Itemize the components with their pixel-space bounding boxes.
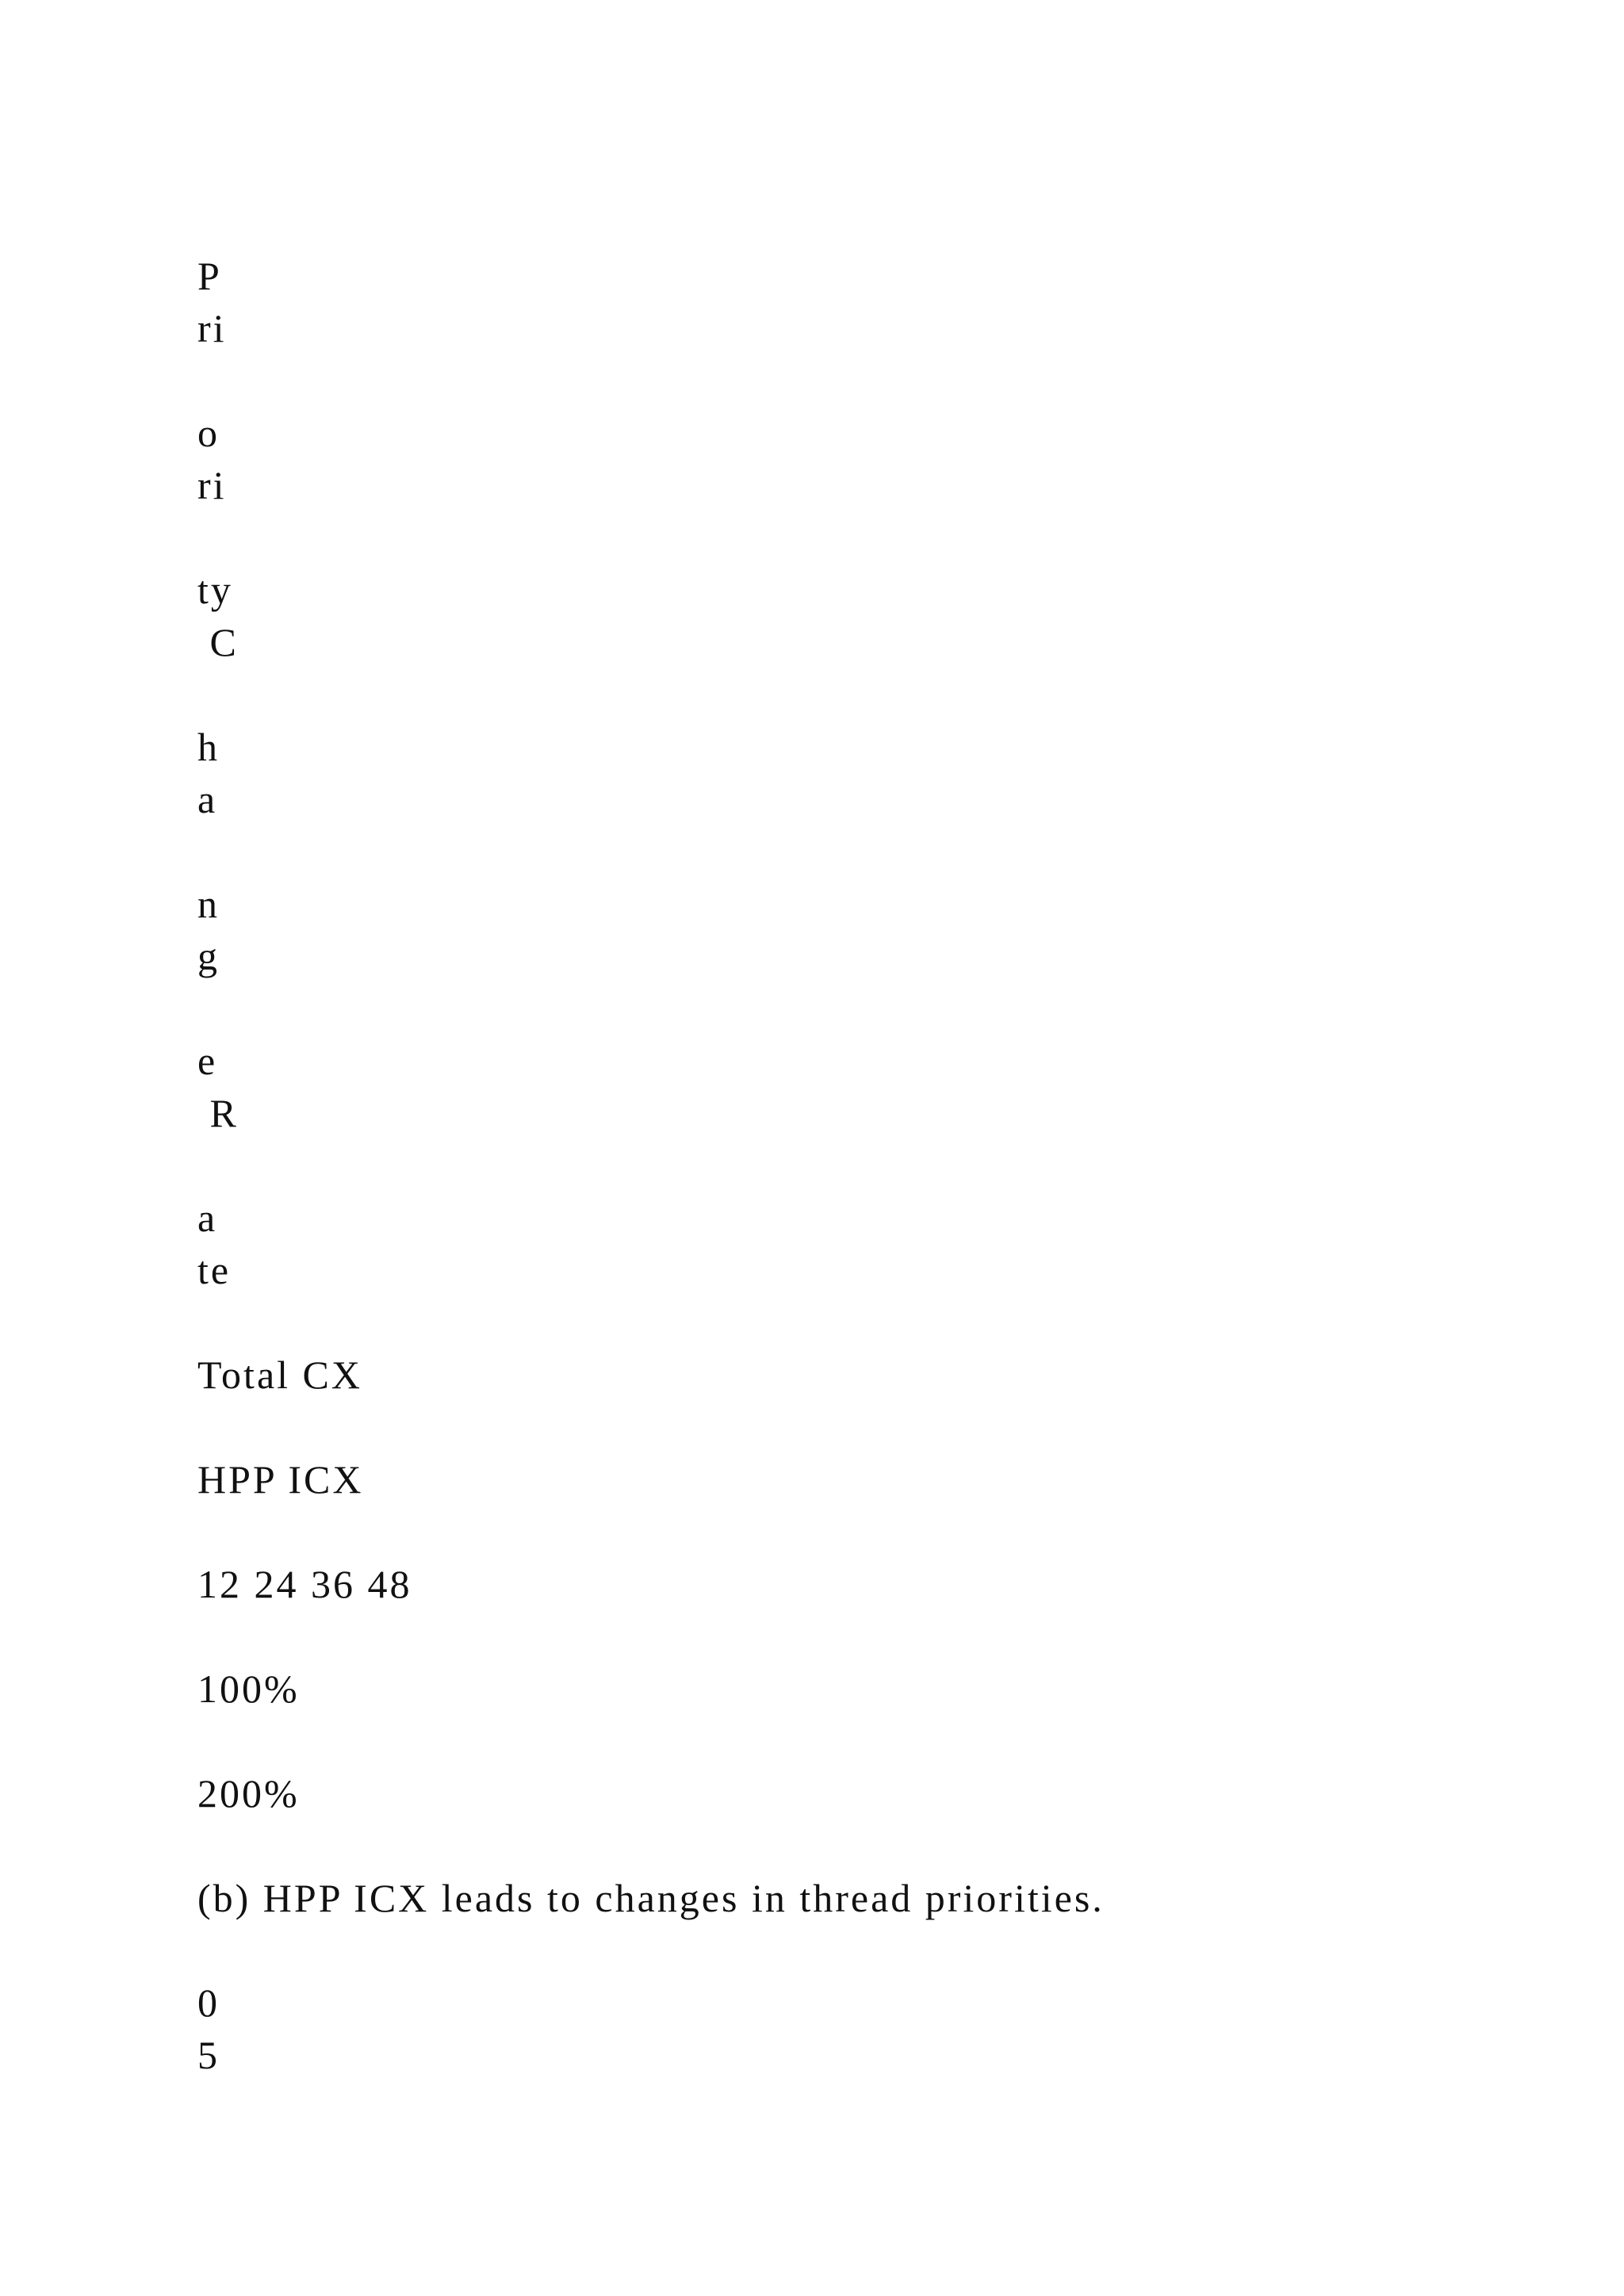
- axis-tick-5: 5: [197, 2033, 220, 2077]
- y-axis-tick-200: 200%: [197, 1771, 300, 1816]
- y-axis-label-fragment: C: [197, 620, 239, 664]
- axis-tick-0: 0: [197, 1980, 220, 2025]
- y-axis-label-fragment: a: [197, 777, 218, 821]
- y-axis-label-fragment: P: [197, 254, 222, 298]
- y-axis-label-fragment: g: [197, 934, 220, 978]
- y-axis-label-fragment: e: [197, 1039, 218, 1083]
- y-axis-label-fragment: o: [197, 411, 220, 455]
- y-axis-label-fragment: h: [197, 725, 220, 769]
- y-axis-label-fragment: ri: [197, 306, 227, 350]
- y-axis-label-fragment: ri: [197, 463, 227, 507]
- figure-caption: (b) HPP ICX leads to changes in thread priorities.: [197, 1876, 1105, 1920]
- y-axis-label-fragment: ty: [197, 568, 233, 612]
- x-axis-ticks: 12 24 36 48: [197, 1562, 412, 1606]
- y-axis-label-fragment: n: [197, 882, 220, 926]
- y-axis-label-fragment: a: [197, 1196, 218, 1240]
- legend-hpp-icx: HPP ICX: [197, 1457, 364, 1502]
- legend-total-cx: Total CX: [197, 1353, 362, 1397]
- y-axis-tick-100: 100%: [197, 1667, 300, 1711]
- y-axis-label-fragment: te: [197, 1248, 232, 1292]
- y-axis-label-fragment: R: [197, 1091, 239, 1135]
